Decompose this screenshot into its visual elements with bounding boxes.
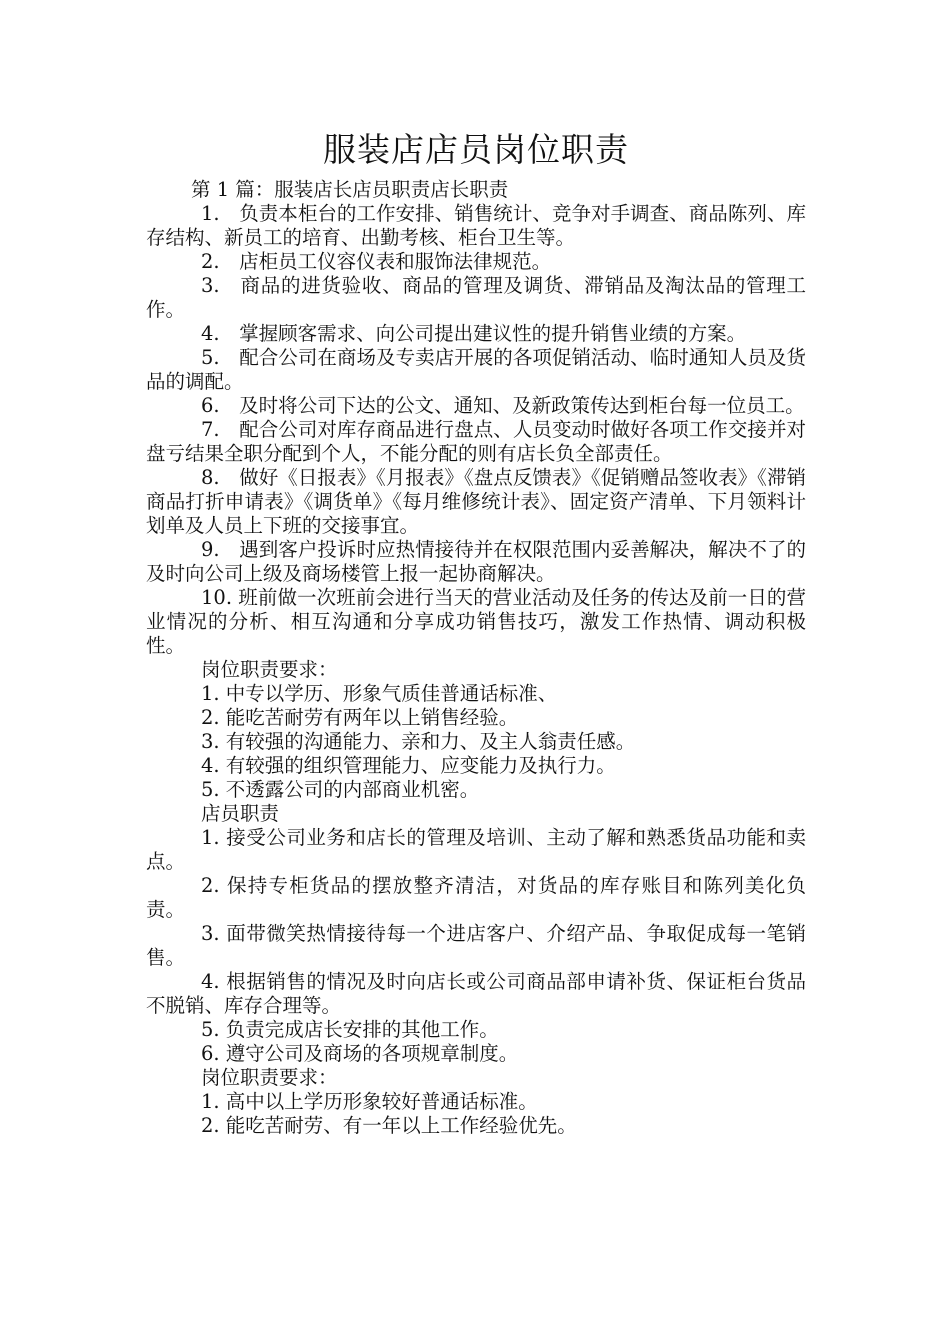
manager-duty-4: 4. 掌握顾客需求、向公司提出建议性的提升销售业绩的方案。 xyxy=(201,322,747,345)
manager-duty-1: 1. 负责本柜台的工作安排、销售统计、竞争对手调查、商品陈列、库存结构、新员工的培育、出勤考核、柜台卫生等。 xyxy=(146,202,806,249)
clerk-duty-3: 3. 面带微笑热情接待每一个进店客户、介绍产品、争取促成每一笔销售。 xyxy=(146,922,806,969)
manager-requirement-3: 3. 有较强的沟通能力、亲和力、及主人翁责任感。 xyxy=(201,730,636,753)
manager-requirement-4: 4. 有较强的组织管理能力、应变能力及执行力。 xyxy=(201,754,616,777)
manager-duty-3: 3. 商品的进货验收、商品的管理及调货、滞销品及淘汰品的管理工作。 xyxy=(146,274,806,321)
manager-duty-8: 8. 做好《日报表》《月报表》《盘点反馈表》《促销赠品签收表》《滞销商品打折申请表》《调货单》《每月维修统计表》、固定资产清单、下月领料计划单及人员上下班的交接事宜。 xyxy=(146,466,806,537)
clerk-duty-5: 5. 负责完成店长安排的其他工作。 xyxy=(201,1018,499,1041)
manager-duty-7: 7. 配合公司对库存商品进行盘点、人员变动时做好各项工作交接并对盘亏结果全职分配到个人，不能分配的则有店长负全部责任。 xyxy=(146,418,806,465)
clerk-duty-1: 1. 接受公司业务和店长的管理及培训、主动了解和熟悉货品功能和卖点。 xyxy=(146,826,806,873)
clerk-requirement-2: 2. 能吃苦耐劳、有一年以上工作经验优先。 xyxy=(201,1114,577,1137)
manager-duty-10: 10. 班前做一次班前会进行当天的营业活动及任务的传达及前一日的营业情况的分析、相互沟通和分享成功销售技巧，激发工作热情、调动积极性。 xyxy=(146,586,806,657)
manager-duty-9: 9. 遇到客户投诉时应热情接待并在权限范围内妥善解决，解决不了的及时向公司上级及商场楼管上报一起协商解决。 xyxy=(146,538,806,585)
document-title: 服装店店员岗位职责 xyxy=(323,130,629,169)
clerk-requirement-1: 1. 高中以上学历形象较好普通话标准。 xyxy=(201,1090,538,1113)
clerk-requirements-heading: 岗位职责要求： xyxy=(201,1066,338,1089)
section-heading: 第 1 篇：服装店长店员职责店长职责 xyxy=(191,178,509,201)
clerk-duty-2: 2. 保持专柜货品的摆放整齐清洁，对货品的库存账目和陈列美化负责。 xyxy=(146,874,806,921)
manager-duty-5: 5. 配合公司在商场及专卖店开展的各项促销活动、临时通知人员及货品的调配。 xyxy=(146,346,806,393)
document-page xyxy=(146,128,806,1138)
manager-duty-2: 2. 店柜员工仪容仪表和服饰法律规范。 xyxy=(201,250,552,273)
manager-requirements-heading: 岗位职责要求： xyxy=(201,658,338,681)
manager-duty-6: 6. 及时将公司下达的公文、通知、及新政策传达到柜台每一位员工。 xyxy=(201,394,805,417)
clerk-duty-6: 6. 遵守公司及商场的各项规章制度。 xyxy=(201,1042,519,1065)
clerk-duty-4: 4. 根据销售的情况及时向店长或公司商品部申请补货、保证柜台货品不脱销、库存合理等。 xyxy=(146,970,806,1017)
manager-requirement-1: 1. 中专以学历、形象气质佳普通话标准、 xyxy=(201,682,558,705)
clerk-duties-heading: 店员职责 xyxy=(201,802,280,825)
manager-requirement-2: 2. 能吃苦耐劳有两年以上销售经验。 xyxy=(201,706,519,729)
manager-requirement-5: 5. 不透露公司的内部商业机密。 xyxy=(201,778,480,801)
